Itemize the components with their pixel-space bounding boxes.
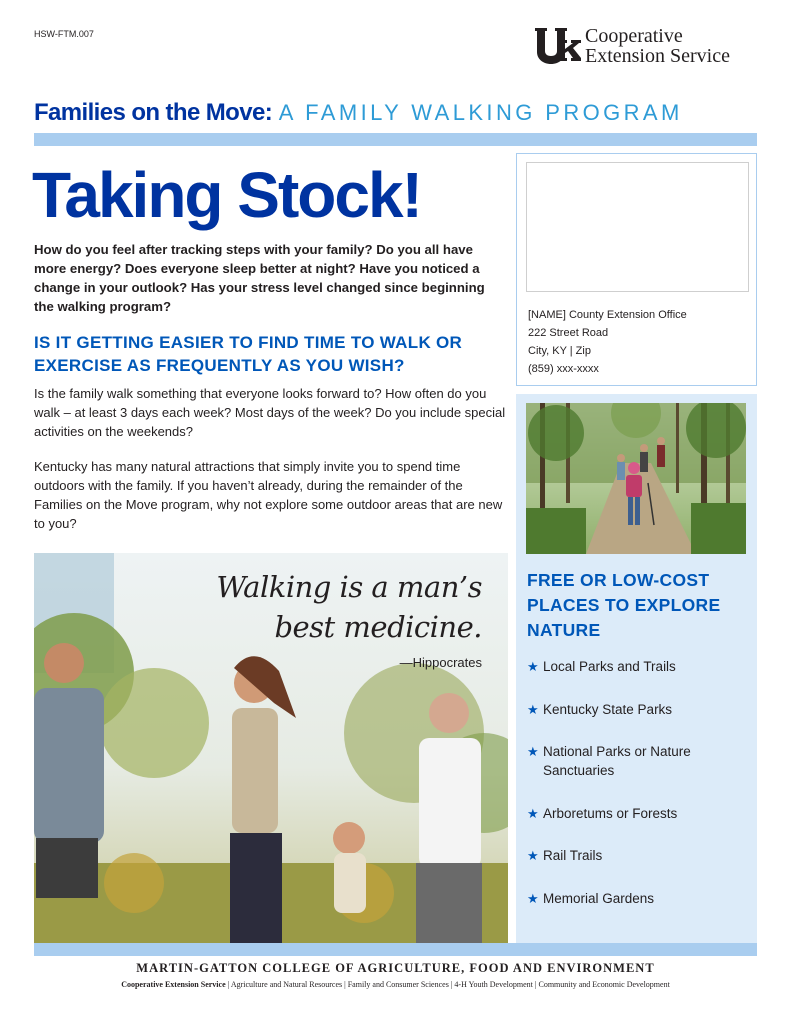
quote-line-1: Walking is a man’s bbox=[216, 570, 482, 604]
body-paragraph-1: Is the family walk something that everyone looks forward to? How often do you walk – at least 3 days each week? Most days of the week? Do you include special activities on the weekends? bbox=[34, 386, 506, 439]
star-icon: ★ bbox=[527, 848, 539, 863]
footer-separator: | bbox=[534, 980, 537, 989]
program-title-light: A FAMILY WALKING PROGRAM bbox=[278, 100, 683, 125]
program-title bbox=[34, 97, 683, 129]
footer-unit-1: Cooperative Extension Service bbox=[121, 980, 226, 989]
family-walking-photo bbox=[34, 553, 508, 943]
list-item bbox=[527, 742, 752, 780]
list-item bbox=[527, 889, 752, 908]
places-list bbox=[527, 657, 752, 931]
quote-line-2: best medicine. bbox=[274, 610, 482, 644]
bottom-divider-bar bbox=[34, 943, 757, 956]
footer-separator: | bbox=[344, 980, 346, 989]
star-icon: ★ bbox=[527, 659, 539, 674]
quote-attribution: —Hippocrates bbox=[399, 655, 482, 670]
list-item bbox=[527, 657, 752, 676]
body-paragraph-2: Kentucky has many natural attractions that simply invite you to spend time outdoors with the family. If you haven’t already, during the remainder of the Families on the Move program, why not explore some outdoor areas that are new to you? bbox=[34, 459, 503, 531]
star-icon: ★ bbox=[527, 805, 539, 821]
star-icon: ★ bbox=[527, 701, 539, 717]
list-item-label: Arboretums or Forests bbox=[543, 805, 678, 821]
address-logo-placeholder bbox=[526, 162, 749, 292]
footer-separator: | bbox=[450, 980, 453, 989]
sidebar-heading: FREE OR LOW-COST PLACES TO EXPLORE NATURE bbox=[527, 570, 721, 640]
forest-trail-illustration bbox=[526, 403, 746, 554]
footer-separator: | bbox=[227, 980, 230, 989]
page-title: Taking Stock! bbox=[32, 159, 421, 231]
list-item-label: Local Parks and Trails bbox=[543, 659, 676, 674]
address-box bbox=[516, 153, 757, 386]
list-item bbox=[527, 804, 752, 823]
uk-logo-icon bbox=[533, 26, 581, 66]
footer-unit-3: Family and Consumer Sciences bbox=[347, 980, 449, 989]
list-item-label: Rail Trails bbox=[543, 848, 603, 863]
list-item-label: Kentucky State Parks bbox=[543, 701, 673, 717]
logo-line1: Cooperative bbox=[585, 25, 683, 47]
star-icon: ★ bbox=[527, 744, 539, 759]
college-name: MARTIN-GATTON COLLEGE OF AGRICULTURE, FOOD AND ENVIRONMENT bbox=[136, 961, 655, 975]
address-line-3: City, KY | Zip bbox=[528, 345, 591, 357]
address-line-1: [NAME] County Extension Office bbox=[528, 309, 687, 321]
uk-extension-logo bbox=[533, 26, 758, 68]
address-line-2: 222 Street Road bbox=[528, 327, 609, 339]
footer-unit-4: 4-H Youth Development bbox=[454, 980, 533, 989]
quote bbox=[216, 567, 482, 647]
footer-unit-2: Agriculture and Natural Resources bbox=[230, 980, 343, 989]
list-item-label: National Parks or Nature Sanctuaries bbox=[543, 744, 691, 778]
address-block bbox=[528, 306, 687, 378]
forest-trail-photo bbox=[526, 403, 746, 554]
footer-unit-5: Community and Economic Development bbox=[538, 980, 670, 989]
top-divider-bar bbox=[34, 133, 757, 146]
question-heading: IS IT GETTING EASIER TO FIND TIME TO WALK OR EXERCISE AS FREQUENTLY AS YOU WISH? bbox=[34, 333, 463, 375]
program-title-bold: Families on the Move: bbox=[34, 99, 273, 126]
star-icon: ★ bbox=[527, 890, 539, 906]
address-line-4: (859) xxx-xxxx bbox=[528, 363, 599, 375]
list-item bbox=[527, 846, 752, 865]
list-item bbox=[527, 700, 752, 719]
list-item-label: Memorial Gardens bbox=[543, 890, 655, 906]
document-code: HSW-FTM.007 bbox=[34, 29, 94, 39]
intro-paragraph: How do you feel after tracking steps with your family? Do you all have more energy? Does everyone sleep better at night? Have you noticed a change in your outlook? Has your stress level changed since beginning the walking program? bbox=[34, 242, 485, 314]
footer-units bbox=[0, 980, 791, 989]
logo-line2: Extension Service bbox=[585, 45, 730, 67]
